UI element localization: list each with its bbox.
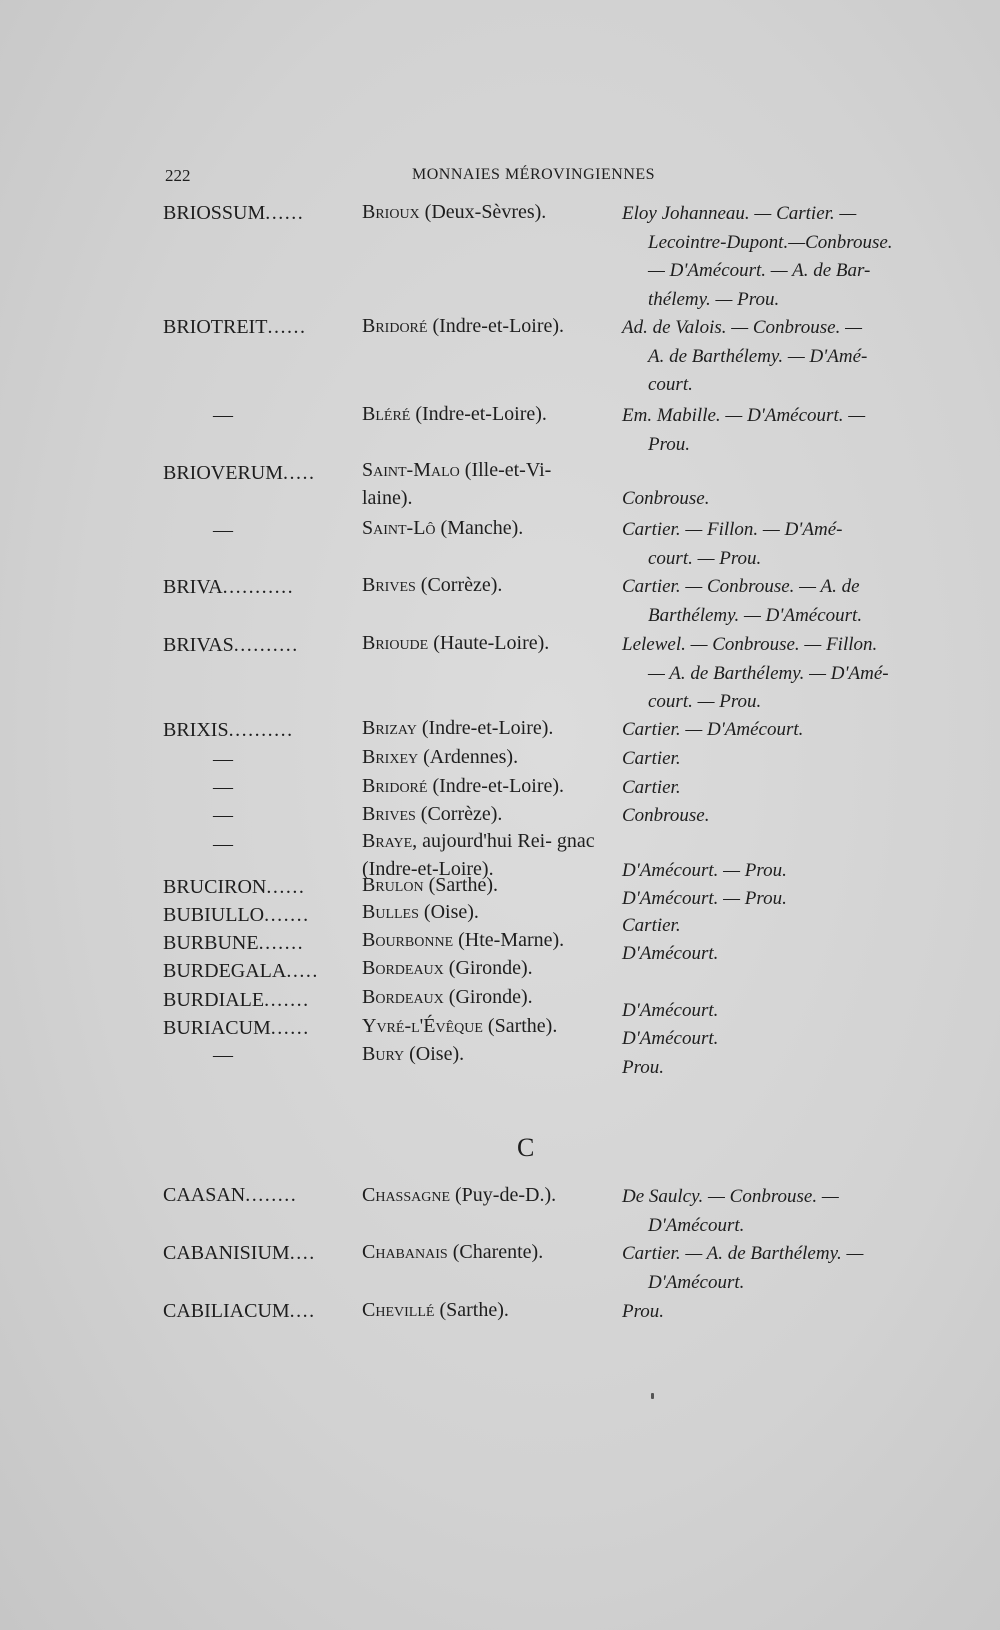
modern-place-region: (Haute-Loire). (428, 632, 550, 654)
leader-dots: ..... (286, 960, 319, 982)
reference-line: thélemy. — Prou. (648, 288, 780, 310)
modern-place-name: Brioude (362, 632, 429, 654)
entry-latin-name (163, 458, 343, 488)
section-letter: C (517, 1133, 535, 1162)
modern-place-region: (Ille-et-Vi- laine). (362, 459, 552, 509)
entry-references (622, 802, 922, 831)
entry-latin-name (163, 772, 343, 802)
entry-modern-place (362, 772, 602, 800)
modern-place-region: (Sarthe). (423, 874, 498, 896)
leader-dots: .... (289, 1242, 316, 1264)
entry-modern-place (362, 1238, 602, 1266)
reference-line: Prou. (648, 433, 691, 455)
entry-modern-place (362, 1040, 602, 1068)
modern-place-name: Brives (362, 803, 416, 825)
entry-latin-name (163, 1013, 343, 1043)
modern-place-name: Braye (362, 830, 413, 852)
entry-modern-place (362, 571, 602, 599)
modern-place-region: (Oise). (404, 1043, 465, 1065)
leader-dots: ........ (245, 1184, 298, 1206)
ink-speck (651, 1393, 654, 1399)
modern-place-name: Bordeaux (362, 957, 444, 979)
entry-modern-place (362, 983, 602, 1011)
entry-modern-place (362, 954, 602, 982)
modern-place-name: Bridoré (362, 775, 428, 797)
reference-line: Prou. (622, 1301, 665, 1322)
reference-line: Lelewel. — Conbrouse. — Fillon. (622, 634, 878, 655)
reference-line: Cartier. — Fillon. — D'Amé- (622, 519, 843, 540)
entry-latin-name (163, 1296, 343, 1326)
modern-place-region: (Sarthe). (434, 1299, 509, 1321)
entry-references (622, 314, 922, 400)
modern-place-name: Chassagne (362, 1184, 451, 1206)
reference-line: Conbrouse. (622, 805, 710, 826)
modern-place-region: (Puy-de-D.). (450, 1184, 557, 1206)
entry-latin-name (163, 800, 343, 830)
modern-place-name: Saint-Lô (362, 517, 436, 539)
entry-references (622, 912, 922, 941)
modern-place-region: (Oise). (418, 901, 479, 923)
entry-modern-place (362, 629, 602, 657)
entry-modern-place (362, 898, 602, 926)
modern-place-name: Bléré (362, 403, 411, 425)
modern-place-name: Brizay (362, 717, 417, 739)
entry-latin-name (163, 515, 343, 545)
modern-place-region: (Indre-et-Loire). (410, 403, 547, 425)
modern-place-region: (Indre-et-Loire). (427, 775, 565, 797)
entry-references (622, 1025, 922, 1054)
latin-name-text: BRIVA (163, 576, 223, 598)
entry-latin-name (163, 985, 343, 1015)
reference-line: Ad. de Valois. — Conbrouse. — (622, 317, 862, 338)
modern-place-region: (Corrèze). (415, 574, 503, 596)
modern-place-name: Bulles (362, 901, 419, 923)
latin-name-text: CABILIACUM (163, 1300, 290, 1322)
modern-place-region: (Indre-et-Loire). (427, 315, 565, 337)
leader-dots: ...... (266, 876, 306, 898)
reference-line: Cartier. (622, 748, 681, 769)
entry-references (622, 716, 922, 745)
leader-dots: .......... (228, 719, 294, 741)
leader-dots: .... (289, 1300, 316, 1322)
leader-dots: ....... (264, 989, 310, 1011)
reference-line: Cartier. — A. de Barthélemy. — (622, 1243, 864, 1264)
reference-line: De Saulcy. — Conbrouse. — (622, 1186, 839, 1207)
modern-place-name: Brulon (362, 874, 424, 896)
leader-dots: ...... (265, 202, 305, 224)
reference-line: Conbrouse. (622, 488, 710, 509)
reference-line: Em. Mabille. — D'Amécourt. — (622, 405, 866, 426)
entry-references (622, 885, 922, 914)
latin-name-text: BURBUNE (163, 932, 259, 954)
entry-latin-name (163, 400, 343, 430)
reference-line: D'Amécourt. (648, 1214, 745, 1236)
entry-latin-name (163, 1238, 343, 1268)
entry-latin-name (163, 1180, 343, 1210)
entry-references (622, 1183, 922, 1240)
entry-references (622, 200, 922, 314)
reference-line: D'Amécourt. (622, 1000, 719, 1021)
reference-line: court. (648, 374, 693, 395)
entry-modern-place (362, 400, 602, 428)
modern-place-region: (Ardennes). (418, 746, 519, 768)
entry-modern-place (362, 800, 602, 828)
entry-references (622, 1054, 922, 1083)
leader-dots: ....... (264, 904, 310, 926)
modern-place-region: (Sarthe). (482, 1015, 558, 1037)
entry-references (622, 857, 922, 886)
modern-place-region: (Gironde). (443, 957, 533, 979)
modern-place-region: (Hte-Marne). (453, 929, 565, 951)
latin-name-text: — (213, 748, 233, 770)
entry-references (622, 940, 922, 969)
latin-name-text: — (213, 404, 233, 426)
modern-place-name: Chevillé (362, 1299, 435, 1321)
entry-modern-place (362, 198, 602, 226)
page-number: 222 (165, 166, 191, 185)
modern-place-name: Brixey (362, 746, 419, 768)
modern-place-name: Saint-Malo (362, 459, 460, 481)
reference-line: D'Amécourt. (622, 1028, 719, 1049)
entry-modern-place (362, 743, 602, 771)
modern-place-name: Bordeaux (362, 986, 444, 1008)
latin-name-text: BURIACUM (163, 1017, 271, 1039)
modern-place-name: Chabanais (362, 1241, 448, 1263)
reference-line: Lecointre-Dupont.—Conbrouse. (648, 231, 893, 253)
entry-latin-name (163, 744, 343, 774)
entry-modern-place (362, 871, 602, 899)
reference-line: Prou. (622, 1057, 665, 1078)
reference-line: — A. de Barthélemy. — D'Amé- (648, 662, 889, 684)
entry-modern-place (362, 312, 602, 340)
entry-modern-place (362, 926, 602, 954)
reference-line: Cartier. — D'Amécourt. (622, 719, 804, 740)
latin-name-text: — (213, 519, 233, 541)
latin-name-text: BRIVAS (163, 634, 234, 656)
latin-name-text: BURDEGALA (163, 960, 287, 982)
page-header (0, 166, 1000, 192)
latin-name-text: CABANISIUM (163, 1242, 290, 1264)
reference-line: D'Amécourt. — Prou. (622, 860, 787, 881)
reference-line: court. — Prou. (648, 691, 762, 712)
modern-place-region: (Corrèze). (415, 803, 503, 825)
entry-references (622, 774, 922, 803)
entry-latin-name (163, 956, 343, 986)
modern-place-name: Bourbonne (362, 929, 454, 951)
modern-place-region: (Gironde). (443, 986, 533, 1008)
reference-line: Cartier. (622, 915, 681, 936)
reference-line: D'Amécourt. — Prou. (622, 888, 787, 909)
entry-references (622, 573, 922, 630)
reference-line: D'Amécourt. (622, 943, 719, 964)
running-title: MONNAIES MÉROVINGIENNES (412, 166, 656, 183)
latin-name-text: — (213, 776, 233, 798)
reference-line: Eloy Johanneau. — Cartier. — (622, 203, 857, 224)
entry-references (622, 997, 922, 1026)
entry-latin-name (163, 630, 343, 660)
reference-line: — D'Amécourt. — A. de Bar- (648, 260, 871, 281)
leader-dots: ...... (270, 1017, 310, 1039)
modern-place-region: (Charente). (447, 1241, 544, 1263)
entry-modern-place (362, 1012, 602, 1040)
modern-place-region: (Manche). (435, 517, 524, 539)
entry-references (622, 745, 922, 774)
latin-name-text: BRIOTREIT (163, 316, 268, 338)
entry-latin-name (163, 572, 343, 602)
modern-place-region: , aujourd'hui Rei- gnac (Indre-et-Loire). (362, 830, 595, 880)
modern-place-region: (Indre-et-Loire). (416, 717, 554, 739)
latin-name-text: BRUCIRON (163, 876, 267, 898)
reference-line: Cartier. — Conbrouse. — A. de (622, 576, 860, 597)
modern-place-name: Brioux (362, 201, 420, 223)
entry-latin-name (163, 198, 343, 228)
entry-latin-name (163, 715, 343, 745)
entry-latin-name (163, 872, 343, 902)
entry-modern-place (362, 714, 602, 742)
modern-place-name: Yvré-l'Évêque (362, 1015, 483, 1037)
latin-name-text: CAASAN (163, 1184, 246, 1206)
entry-references (622, 631, 922, 717)
latin-name-text: — (213, 833, 233, 855)
entry-latin-name (163, 900, 343, 930)
reference-line: Cartier. (622, 777, 681, 798)
leader-dots: ..... (283, 462, 316, 484)
latin-name-text: BURDIALE (163, 989, 265, 1011)
entry-references (622, 402, 922, 459)
leader-dots: ...... (267, 316, 307, 338)
modern-place-name: Bridoré (362, 315, 428, 337)
reference-line: Barthélemy. — D'Amécourt. (648, 604, 863, 626)
entry-modern-place (362, 514, 602, 542)
modern-place-name: Bury (362, 1043, 405, 1065)
modern-place-region: (Deux-Sèvres). (419, 201, 547, 223)
latin-name-text: BRIXIS (163, 719, 229, 741)
entry-latin-name (163, 829, 343, 859)
entry-modern-place (362, 456, 602, 512)
modern-place-name: Brives (362, 574, 416, 596)
latin-name-text: — (213, 1044, 233, 1066)
latin-name-text: BRIOSSUM (163, 202, 266, 224)
entry-references (622, 516, 922, 573)
entry-latin-name (163, 928, 343, 958)
latin-name-text: — (213, 804, 233, 826)
latin-name-text: BRIOVERUM (163, 462, 284, 484)
leader-dots: ........... (222, 576, 295, 598)
entry-references (622, 1240, 922, 1297)
latin-name-text: BUBIULLO (163, 904, 265, 926)
reference-line: D'Amécourt. (648, 1271, 745, 1293)
entry-modern-place (362, 1181, 602, 1209)
entry-references (622, 1298, 922, 1327)
entry-latin-name (163, 1040, 343, 1070)
entry-latin-name (163, 312, 343, 342)
leader-dots: .......... (233, 634, 299, 656)
reference-line: court. — Prou. (648, 547, 762, 569)
reference-line: A. de Barthélemy. — D'Amé- (648, 345, 868, 367)
entry-modern-place (362, 1296, 602, 1324)
entry-references (622, 485, 922, 514)
leader-dots: ....... (258, 932, 305, 954)
